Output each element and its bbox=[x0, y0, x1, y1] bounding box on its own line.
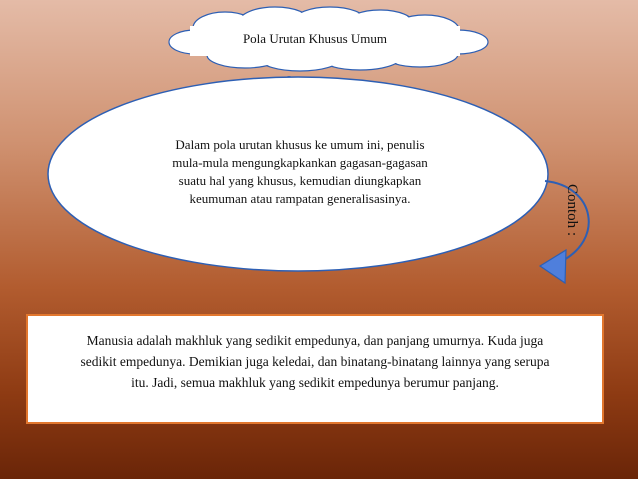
oval-definition-text bbox=[130, 136, 470, 208]
example-text-line: Manusia adalah makhluk yang sedikit empedunya, dan panjang umurnya. Kuda juga bbox=[86, 333, 544, 348]
example-text-line: sedikit empedunya. Demikian juga keledai, dan binatang-binatang lainnya yang serupa bbox=[80, 354, 550, 369]
example-text-line: itu. Jadi, semua makhluk yang sedikit empedunya berumur panjang. bbox=[131, 375, 499, 390]
oval-text-line: mula-mula mengungkapkankan gagasan-gagasan bbox=[172, 155, 428, 170]
cloud-title: Pola Urutan Khusus Umum bbox=[242, 31, 388, 46]
example-text-box bbox=[26, 314, 604, 424]
contoh-label: Contoh : bbox=[564, 183, 580, 237]
oval-text-line: keumuman atau rampatan generalisasinya. bbox=[189, 191, 411, 206]
oval-text-line: suatu hal yang khusus, kemudian diungkapkan bbox=[178, 173, 422, 188]
oval-text-line: Dalam pola urutan khusus ke umum ini, penulis bbox=[175, 137, 425, 152]
